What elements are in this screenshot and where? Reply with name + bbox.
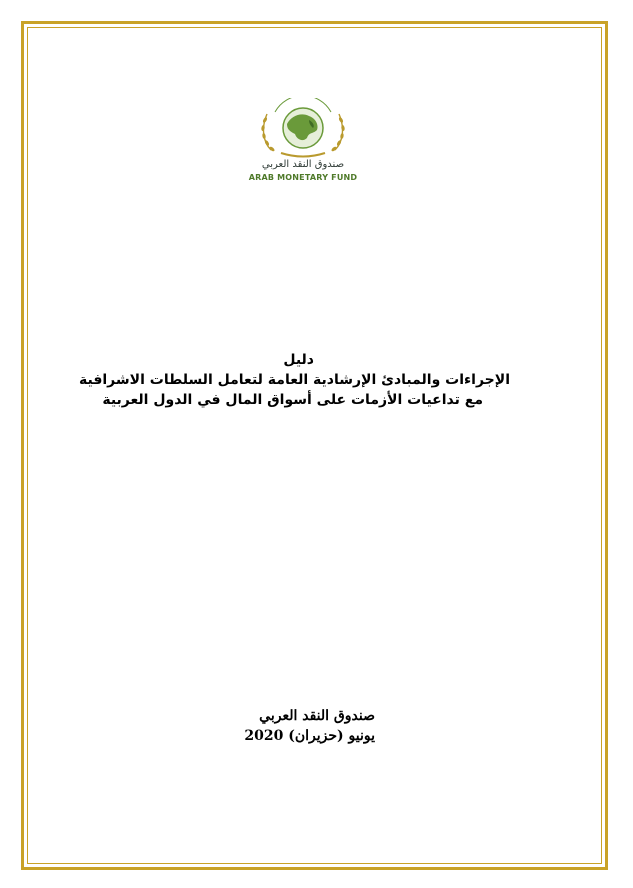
publication-date: يونيو (حزيران) 2020: [244, 728, 375, 744]
title-line-2: الإجراءات والمبادئ الإرشادية العامة لتعامل السلطات الاشرافية: [79, 372, 510, 388]
title-line-1: دليل: [283, 352, 314, 368]
publisher-name: صندوق النقد العربي: [259, 708, 375, 724]
logo-emblem-icon: [251, 98, 355, 160]
document-footer: [150, 706, 375, 746]
title-line-3: مع تداعيات الأزمات على أسواق المال في الدول العربية: [102, 392, 483, 408]
document-title: [60, 350, 510, 410]
logo-english-name: ARAB MONETARY FUND: [248, 173, 358, 182]
logo-arabic-name: صندوق النقد العربي: [261, 159, 345, 170]
